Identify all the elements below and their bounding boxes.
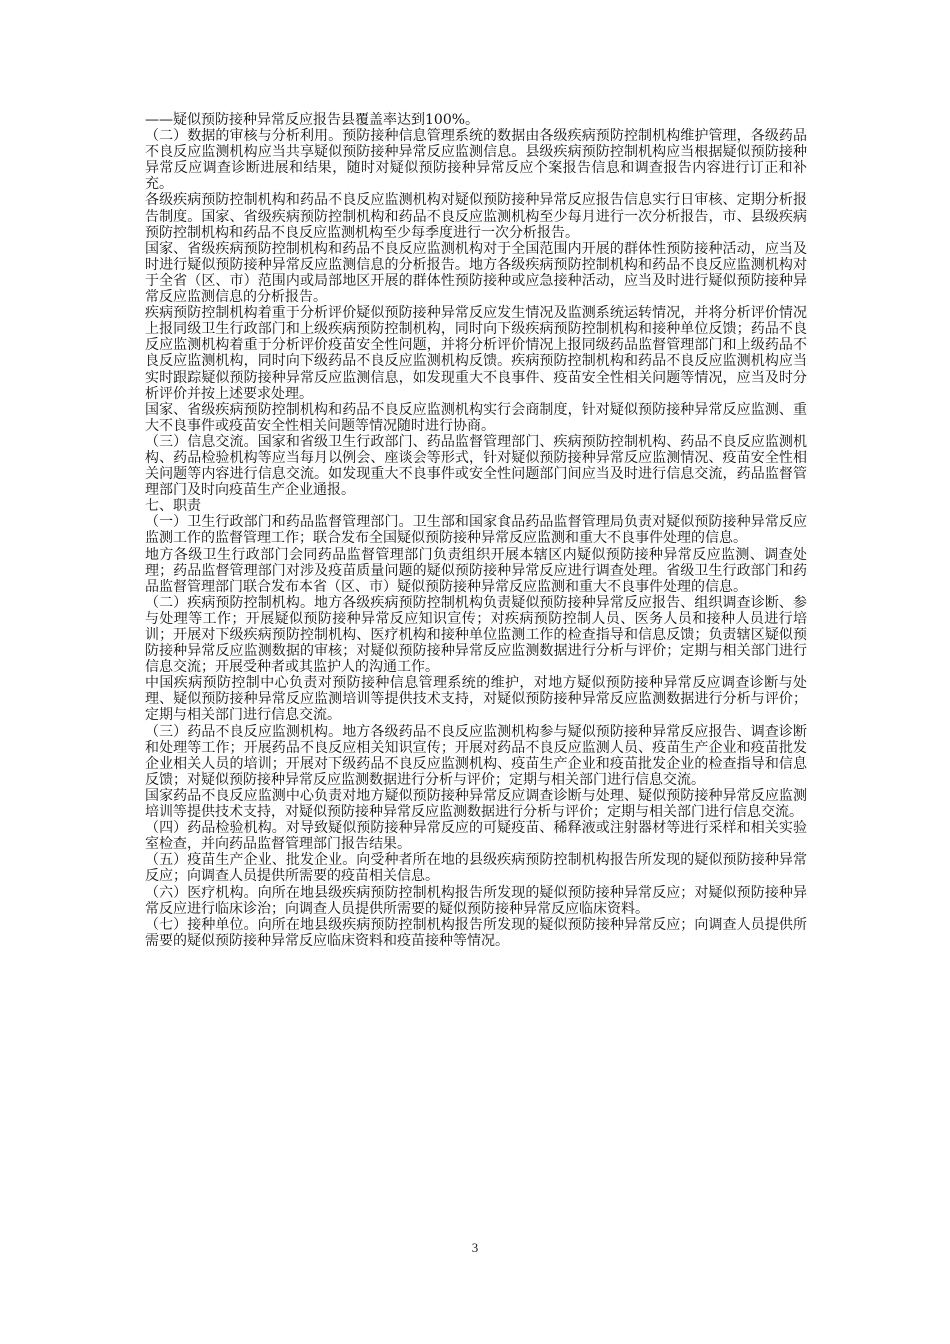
paragraph-consultation: 国家、省级疾病预防控制机构和药品不良反应监测机构实行会商制度，针对疑似预防接种异常反应监测、重大不良事件或疫苗安全性相关问题等情况随时进行协商。 (145, 401, 807, 434)
paragraph-mass-vaccination: 国家、省级疾病预防控制机构和药品不良反应监测机构对于全国范围内开展的群体性预防接种活动，应当及时进行疑似预防接种异常反应监测信息的分析报告。地方各级疾病预防控制机构和药品不良反应监测机构对于全省（区、市）范围内或局部地区开展的群体性预防接种或应急接种活动，应当及时进行疑似预防接种异常反应监测信息的分析报告。 (145, 240, 807, 306)
paragraph-national-adr: 国家药品不良反应监测中心负责对地方疑似预防接种异常反应调查诊断与处理、疑似预防接种异常反应监测培训等提供技术支持，对疑似预防接种异常反应监测数据进行分析与评价；定期与相关部门进行信息交流。 (145, 787, 807, 821)
paragraph-coverage-target: ——疑似预防接种异常反应报告县覆盖率达到100%。 (145, 112, 480, 128)
paragraph-china-cdc: 中国疾病预防控制中心负责对预防接种信息管理系统的维护，对地方疑似预防接种异常反应调查诊断与处理、疑似预防接种异常反应监测培训等提供技术支持，对疑似预防接种异常反应监测数据进行分析与评价；定期与相关部门进行信息交流。 (145, 675, 807, 724)
section-heading-responsibilities: 七、职责 (145, 498, 201, 515)
paragraph-health-admin: （一）卫生行政部门和药品监督管理部门。卫生部和国家食品药品监督管理局负责对疑似预防接种异常反应监测工作的监督管理工作；联合发布全国疑似预防接种异常反应监测和重大不良事件处理的信息。 (145, 514, 807, 547)
paragraph-daily-review: 各级疾病预防控制机构和药品不良反应监测机构对疑似预防接种异常反应报告信息实行日审核、定期分析报告制度。国家、省级疾病预防控制机构和药品不良反应监测机构至少每月进行一次分析报告，市、县级疾病预防控制机构和药品不良反应监测机构至少每季度进行一次分析报告。 (145, 192, 807, 241)
document-body (145, 112, 807, 949)
paragraph-adr-monitoring: （三）药品不良反应监测机构。地方各级药品不良反应监测机构参与疑似预防接种异常反应报告、调查诊断和处理等工作；开展药品不良反应相关知识宣传；开展对药品不良反应监测人员、疫苗生产企业和疫苗批发企业相关人员的培训；开展对下级药品不良反应监测机构、疫苗生产企业和疫苗批发企业的检查指导和信息反馈；对疑似预防接种异常反应监测数据进行分析与评价；定期与相关部门进行信息交流。 (145, 723, 807, 788)
paragraph-cdc: （二）疾病预防控制机构。地方各级疾病预防控制机构负责疑似预防接种异常反应报告、组织调查诊断、参与处理等工作；开展疑似预防接种异常反应知识宣传；对疾病预防控制人员、医务人员和接种人员进行培训；开展对下级疾病预防控制机构、医疗机构和接种单位监测工作的检查指导和信息反馈；负责辖区疑似预防接种异常反应监测数据的审核；对疑似预防接种异常反应监测数据进行分析与评价；定期与相关部门进行信息交流；开展受种者或其监护人的沟通工作。 (145, 594, 807, 676)
page-number: 3 (471, 1240, 479, 1255)
paragraph-local-admin: 地方各级卫生行政部门会同药品监督管理部门负责组织开展本辖区内疑似预防接种异常反应监测、调查处理；药品监督管理部门对涉及疫苗质量问题的疑似预防接种异常反应进行调查处理。省级卫生行政部门和药品监督管理部门联合发布本省（区、市）疑似预防接种异常反应监测和重大不良事件处理的信息。 (145, 546, 807, 595)
paragraph-drug-testing: （四）药品检验机构。对导致疑似预防接种异常反应的可疑疫苗、稀释液或注射器材等进行采样和相关实验室检查，并向药品监督管理部门报告结果。 (145, 820, 807, 853)
paragraph-analysis-evaluation: 疾病预防控制机构着重于分析评价疑似预防接种异常反应发生情况及监测系统运转情况，并将分析评价情况上报同级卫生行政部门和上级疾病预防控制机构，同时向下级疾病预防控制机构和接种单位反馈；药品不良反应监测机构着重于分析评价疫苗安全性问题，并将分析评价情况上报同级药品监督管理部门和上级药品不良反应监测机构，同时向下级药品不良反应监测机构反馈。疾病预防控制机构和药品不良反应监测机构应当实时跟踪疑似预防接种异常反应监测信息，如发现重大不良事件、疫苗安全性相关问题等情况，应当及时分析评价并按上述要求处理。 (145, 305, 807, 402)
paragraph-vaccination-units: （七）接种单位。向所在地县级疾病预防控制机构报告所发现的疑似预防接种异常反应；向调查人员提供所需要的疑似预防接种异常反应临床资料和疫苗接种等情况。 (145, 916, 807, 949)
paragraph-medical-institutions: （六）医疗机构。向所在地县级疾病预防控制机构报告所发现的疑似预防接种异常反应；对疑似预防接种异常反应进行临床诊治；向调查人员提供所需要的疑似预防接种异常反应临床资料。 (145, 884, 807, 917)
paragraph-vaccine-enterprises: （五）疫苗生产企业、批发企业。向受种者所在地的县级疾病预防控制机构报告所发现的疑似预防接种异常反应；向调查人员提供所需要的疫苗相关信息。 (145, 852, 807, 885)
paragraph-data-review: （二）数据的审核与分析利用。预防接种信息管理系统的数据由各级疾病预防控制机构维护管理，各级药品不良反应监测机构应当共享疑似预防接种异常反应监测信息。县级疾病预防控制机构应当根据疑似预防接种异常反应调查诊断进展和结果，随时对疑似预防接种异常反应个案报告信息和调查报告内容进行订正和补充。 (145, 128, 807, 193)
paragraph-info-exchange: （三）信息交流。国家和省级卫生行政部门、药品监督管理部门、疾病预防控制机构、药品不良反应监测机构、药品检验机构等应当每月以例会、座谈会等形式，针对疑似预防接种异常反应监测情况、疫苗安全性相关问题等内容进行信息交流。如发现重大不良事件或安全性问题部门间应当及时进行信息交流，药品监督管理部门及时向疫苗生产企业通报。 (145, 433, 807, 499)
